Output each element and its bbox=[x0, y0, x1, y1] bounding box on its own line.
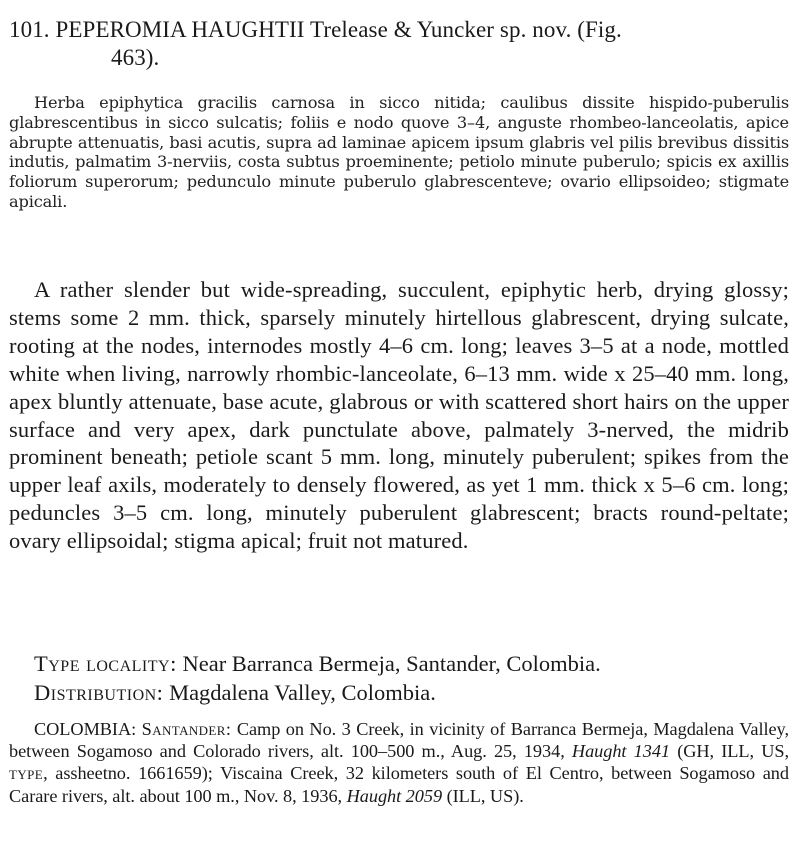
collector-number-2: Haught 2059 bbox=[346, 785, 443, 806]
herbaria-1b: , assheetno. 1661659); Viscaina Creek, 32 kilometers south of El Centro, between Sogamoso and Carare rivers, alt. about 100 m., Nov. 8, 1936, bbox=[9, 763, 789, 806]
species-figure-reference: 463). bbox=[111, 45, 160, 70]
herbaria-2: (ILL, US). bbox=[446, 785, 524, 806]
type-locality bbox=[34, 650, 601, 678]
latin-description: Herba epiphytica gracilis carnosa in sicco nitida; caulibus dissite hispido-puberulis glabrescentibus in sicco sulcatis; foliis e nodo quove 3–4, anguste rhombeo-lanceolatis, apice abrupte attenuatis, basi acutis, supra ad laminae apicem ipsum glabris vel pilis brevibus dissitis indutis, palmatim 3-nerviis, costa subtus proeminente; petiolo minute puberulo; spicis ex axillis foliorum superorum; pedunculo minute puberulo glabrescenteve; ovario ellipsoideo; stigmate apicali. bbox=[9, 93, 789, 211]
type-specimen-word: type bbox=[9, 763, 44, 784]
specimens-cited bbox=[9, 718, 789, 807]
type-locality-value: Near Barranca Bermeja, Santander, Colombia. bbox=[182, 651, 601, 676]
specimen-country: COLOMBIA: bbox=[34, 719, 137, 739]
distribution bbox=[34, 679, 436, 707]
species-number: 101. bbox=[9, 17, 50, 42]
distribution-value: Magdalena Valley, Colombia. bbox=[169, 680, 436, 705]
distribution-label: Distribution: bbox=[34, 680, 164, 705]
specimen-text-1: Camp on No. 3 Creek, in vicinity of Barranca Bermeja, Magdalena Valley, between Sogamoso and Colorado rivers, alt. 100–500 m., Aug. 25, 1934, bbox=[9, 719, 789, 762]
specimen-department: Santander: bbox=[141, 719, 232, 739]
species-authors: Trelease & Yuncker sp. nov. (Fig. bbox=[310, 17, 622, 42]
english-description: A rather slender but wide-spreading, succulent, epiphytic herb, drying glossy; stems some 2 mm. thick, sparsely minutely hirtellous glabrescent, drying sulcate, rooting at the nodes, internodes mostly 4–6 cm. long; leaves 3–5 at a node, mottled white when living, narrowly rhombic-lanceolate, 6–13 mm. wide x 25–40 mm. long, apex bluntly attenuate, base acute, glabrous or with scattered short hairs on the upper surface and very apex, dark punctulate above, palmately 3-nerved, the midrib prominent beneath; petiole scant 5 mm. long, minutely puberulent; spikes from the upper leaf axils, moderately to densely flowered, as yet 1 mm. thick x 5–6 cm. long; peduncles 3–5 cm. long, minutely puberulent glabrescent; bracts round-peltate; ovary ellipsoidal; stigma apical; fruit not matured. bbox=[9, 277, 789, 554]
herbaria-1a: (GH, ILL, US, bbox=[677, 741, 789, 762]
type-locality-label: Type locality: bbox=[34, 651, 177, 676]
species-name: PEPEROMIA HAUGHTII bbox=[55, 17, 305, 42]
species-heading bbox=[9, 16, 789, 72]
collector-number-1: Haught 1341 bbox=[571, 741, 671, 762]
